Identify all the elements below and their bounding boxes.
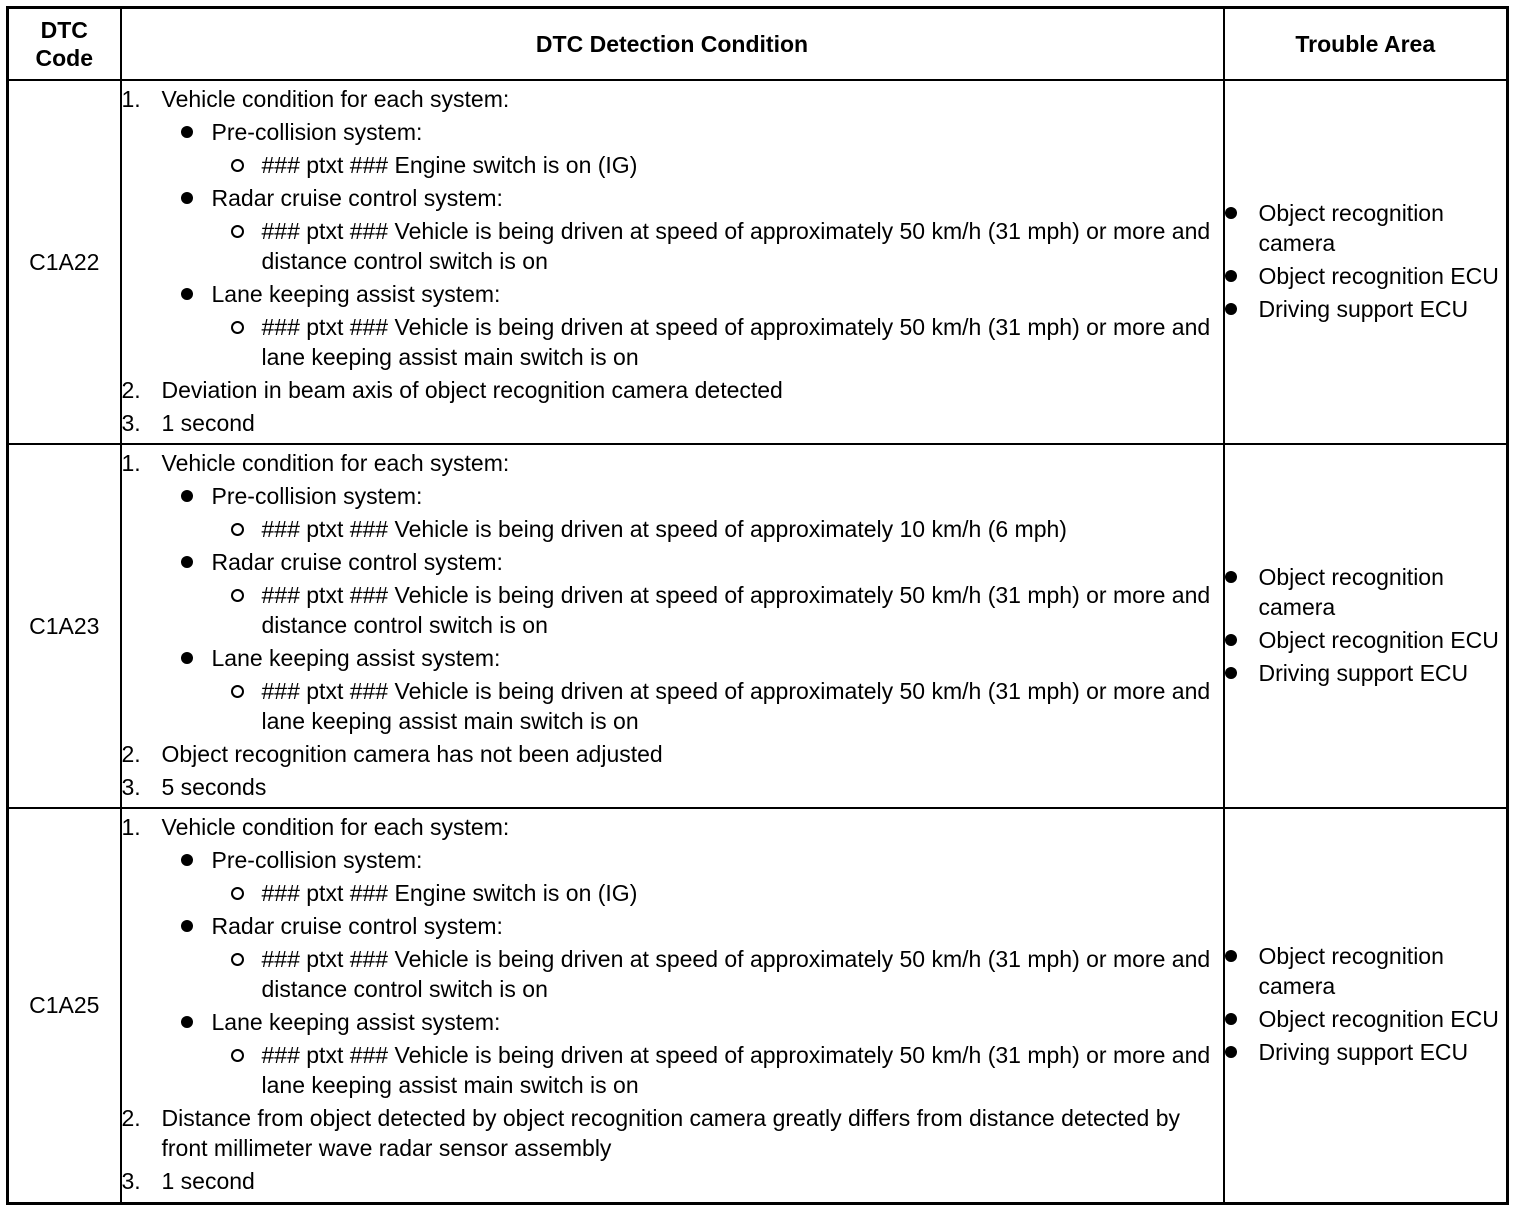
trouble-area-text: Driving support ECU — [1258, 1038, 1469, 1065]
system-list — [162, 845, 1223, 1100]
condition-step — [122, 739, 1223, 769]
detection-condition-cell — [121, 80, 1224, 444]
step-number: 1. — [121, 85, 141, 112]
system-condition-text: ### ptxt ### Engine switch is on (IG) — [261, 879, 638, 906]
circle-bullet-icon — [231, 953, 244, 966]
circle-bullet-icon — [231, 887, 244, 900]
trouble-area-item — [1225, 658, 1507, 688]
system-condition-list — [212, 676, 1223, 736]
system-item — [162, 279, 1223, 372]
trouble-area-item — [1225, 562, 1507, 622]
step-number: 2. — [121, 740, 141, 767]
dtc-code-cell: C1A25 — [8, 808, 121, 1203]
trouble-area-item — [1225, 294, 1507, 324]
system-label: Radar cruise control system: — [211, 912, 503, 939]
circle-bullet-icon — [231, 685, 244, 698]
condition-steps — [122, 84, 1223, 438]
trouble-area-cell — [1224, 80, 1508, 444]
system-condition-text: ### ptxt ### Vehicle is being driven at speed of approximately 10 km/h (6 mph) — [261, 515, 1067, 542]
table-row — [8, 808, 1508, 1203]
bullet-icon — [1225, 1013, 1237, 1025]
step-number: 3. — [121, 1167, 141, 1194]
step-text: Vehicle condition for each system: — [161, 813, 510, 840]
system-condition-text: ### ptxt ### Vehicle is being driven at speed of approximately 50 km/h (31 mph) or more and distance control switch is on — [261, 581, 1211, 638]
trouble-area-item — [1225, 198, 1507, 258]
bullet-icon — [1225, 207, 1237, 219]
system-condition — [212, 580, 1223, 640]
step-number: 2. — [121, 1104, 141, 1131]
circle-bullet-icon — [231, 321, 244, 334]
circle-bullet-icon — [231, 1049, 244, 1062]
step-text: Distance from object detected by object recognition camera greatly differs from distance detected by front millimeter wave radar sensor assembly — [161, 1104, 1180, 1161]
system-item — [162, 547, 1223, 640]
detection-condition-cell — [121, 808, 1224, 1203]
condition-step — [122, 448, 1223, 736]
system-condition-text: ### ptxt ### Vehicle is being driven at speed of approximately 50 km/h (31 mph) or more and distance control switch is on — [261, 945, 1211, 1002]
condition-steps — [122, 812, 1223, 1196]
system-item — [162, 117, 1223, 180]
circle-bullet-icon — [231, 225, 244, 238]
system-condition-list — [212, 514, 1223, 544]
bullet-icon — [1225, 634, 1237, 646]
system-condition-list — [212, 580, 1223, 640]
bullet-icon — [181, 192, 193, 204]
system-condition-text: ### ptxt ### Vehicle is being driven at speed of approximately 50 km/h (31 mph) or more and lane keeping assist main switch is on — [261, 1041, 1211, 1098]
system-condition-list — [212, 312, 1223, 372]
system-condition-text: ### ptxt ### Vehicle is being driven at speed of approximately 50 km/h (31 mph) or more and lane keeping assist main switch is on — [261, 677, 1211, 734]
condition-step — [122, 812, 1223, 1100]
trouble-area-text: Object recognition camera — [1258, 942, 1444, 999]
bullet-icon — [181, 1016, 193, 1028]
system-condition-list — [212, 216, 1223, 276]
system-condition-text: ### ptxt ### Engine switch is on (IG) — [261, 151, 638, 178]
header-dtc-code: DTC Code — [8, 8, 121, 81]
step-text: 1 second — [161, 409, 255, 436]
step-number: 2. — [121, 376, 141, 403]
trouble-area-text: Object recognition ECU — [1258, 626, 1499, 653]
step-number: 3. — [121, 773, 141, 800]
trouble-area-item — [1225, 1037, 1507, 1067]
system-item — [162, 643, 1223, 736]
system-label: Radar cruise control system: — [211, 548, 503, 575]
condition-step — [122, 1103, 1223, 1163]
bullet-icon — [1225, 303, 1237, 315]
condition-step — [122, 1166, 1223, 1196]
step-text: 5 seconds — [161, 773, 267, 800]
bullet-icon — [181, 652, 193, 664]
trouble-area-text: Object recognition camera — [1258, 563, 1444, 620]
trouble-area-item — [1225, 1004, 1507, 1034]
trouble-area-text: Driving support ECU — [1258, 295, 1469, 322]
system-condition-list — [212, 150, 1223, 180]
system-condition-list — [212, 878, 1223, 908]
system-condition — [212, 216, 1223, 276]
header-detection-condition: DTC Detection Condition — [121, 8, 1224, 81]
bullet-icon — [1225, 950, 1237, 962]
bullet-icon — [1225, 1046, 1237, 1058]
trouble-area-text: Object recognition ECU — [1258, 1005, 1499, 1032]
system-condition — [212, 312, 1223, 372]
system-item — [162, 481, 1223, 544]
header-row — [8, 8, 1508, 81]
system-label: Radar cruise control system: — [211, 184, 503, 211]
step-number: 1. — [121, 813, 141, 840]
condition-step — [122, 375, 1223, 405]
system-condition-list — [212, 944, 1223, 1004]
trouble-area-list — [1225, 941, 1507, 1067]
bullet-icon — [1225, 571, 1237, 583]
trouble-area-text: Object recognition ECU — [1258, 262, 1499, 289]
system-label: Pre-collision system: — [211, 846, 423, 873]
table-row — [8, 80, 1508, 444]
system-item — [162, 911, 1223, 1004]
step-number: 1. — [121, 449, 141, 476]
trouble-area-text: Object recognition camera — [1258, 199, 1444, 256]
header-trouble-area: Trouble Area — [1224, 8, 1508, 81]
trouble-area-item — [1225, 261, 1507, 291]
system-condition — [212, 1040, 1223, 1100]
step-text: Vehicle condition for each system: — [161, 85, 510, 112]
circle-bullet-icon — [231, 523, 244, 536]
condition-step — [122, 772, 1223, 802]
system-label: Lane keeping assist system: — [211, 644, 501, 671]
dtc-table — [6, 6, 1509, 1205]
trouble-area-cell — [1224, 444, 1508, 808]
bullet-icon — [1225, 667, 1237, 679]
system-label: Pre-collision system: — [211, 118, 423, 145]
trouble-area-item — [1225, 941, 1507, 1001]
condition-step — [122, 408, 1223, 438]
trouble-area-item — [1225, 625, 1507, 655]
system-item — [162, 1007, 1223, 1100]
system-condition — [212, 878, 1223, 908]
system-item — [162, 845, 1223, 908]
bullet-icon — [181, 288, 193, 300]
system-condition-list — [212, 1040, 1223, 1100]
bullet-icon — [1225, 270, 1237, 282]
system-label: Lane keeping assist system: — [211, 280, 501, 307]
step-text: Deviation in beam axis of object recognition camera detected — [161, 376, 783, 403]
step-number: 3. — [121, 409, 141, 436]
bullet-icon — [181, 490, 193, 502]
trouble-area-list — [1225, 562, 1507, 688]
system-condition — [212, 676, 1223, 736]
bullet-icon — [181, 126, 193, 138]
step-text: Object recognition camera has not been adjusted — [161, 740, 663, 767]
detection-condition-cell — [121, 444, 1224, 808]
dtc-code-cell: C1A22 — [8, 80, 121, 444]
dtc-code-cell: C1A23 — [8, 444, 121, 808]
circle-bullet-icon — [231, 159, 244, 172]
system-list — [162, 481, 1223, 736]
system-label: Lane keeping assist system: — [211, 1008, 501, 1035]
step-text: Vehicle condition for each system: — [161, 449, 510, 476]
condition-steps — [122, 448, 1223, 802]
system-condition — [212, 150, 1223, 180]
system-condition-text: ### ptxt ### Vehicle is being driven at speed of approximately 50 km/h (31 mph) or more and lane keeping assist main switch is on — [261, 313, 1211, 370]
trouble-area-text: Driving support ECU — [1258, 659, 1469, 686]
table-row — [8, 444, 1508, 808]
step-text: 1 second — [161, 1167, 255, 1194]
bullet-icon — [181, 556, 193, 568]
trouble-area-cell — [1224, 808, 1508, 1203]
trouble-area-list — [1225, 198, 1507, 324]
system-label: Pre-collision system: — [211, 482, 423, 509]
system-list — [162, 117, 1223, 372]
bullet-icon — [181, 920, 193, 932]
circle-bullet-icon — [231, 589, 244, 602]
system-condition — [212, 944, 1223, 1004]
system-condition-text: ### ptxt ### Vehicle is being driven at speed of approximately 50 km/h (31 mph) or more and distance control switch is on — [261, 217, 1211, 274]
bullet-icon — [181, 854, 193, 866]
condition-step — [122, 84, 1223, 372]
system-condition — [212, 514, 1223, 544]
system-item — [162, 183, 1223, 276]
